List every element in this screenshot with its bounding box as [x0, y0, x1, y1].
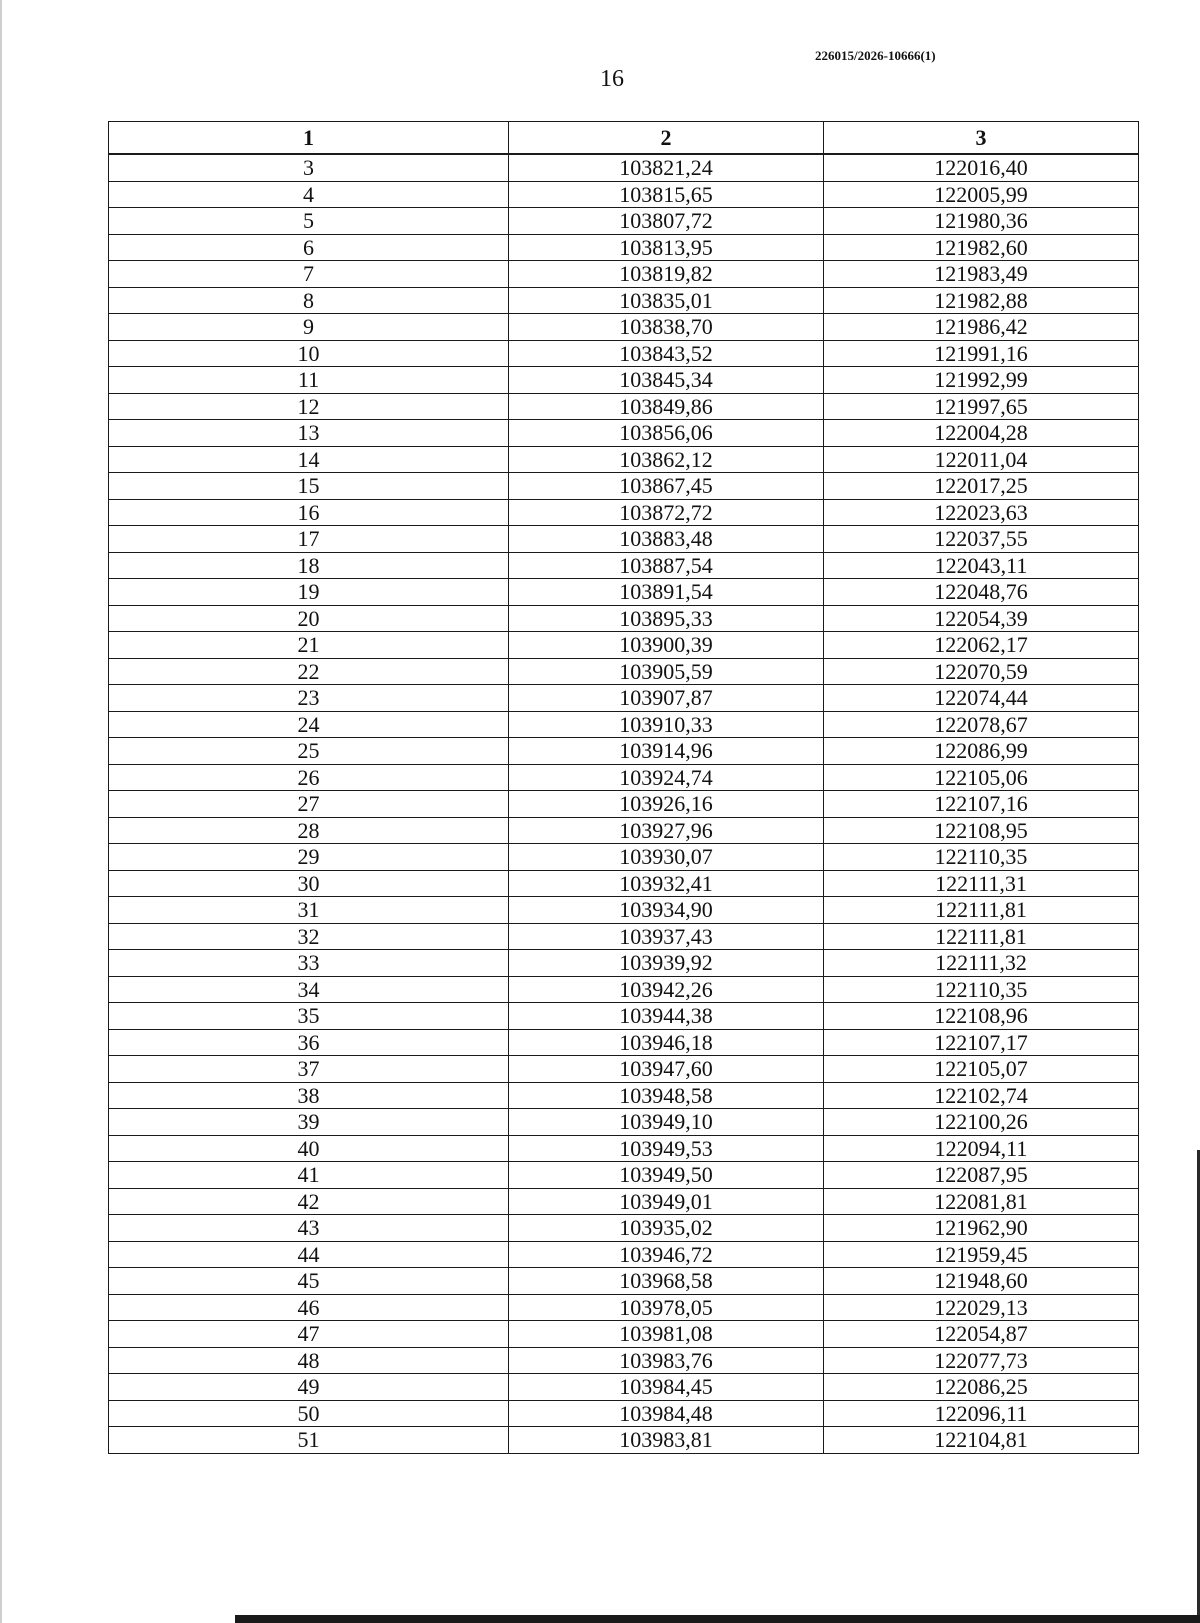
table-cell-col-1: 23: [109, 685, 509, 712]
table-cell-col-1: 33: [109, 950, 509, 977]
table-cell-col-3: 122017,25: [824, 473, 1139, 500]
table-cell-col-3: 122005,99: [824, 181, 1139, 208]
table-cell-col-1: 37: [109, 1056, 509, 1083]
table-cell-col-1: 28: [109, 817, 509, 844]
table-cell-col-2: 103939,92: [509, 950, 824, 977]
table-row: [109, 1056, 1139, 1083]
table-cell-col-1: 19: [109, 579, 509, 606]
table-row: [109, 367, 1139, 394]
table-cell-col-2: 103948,58: [509, 1082, 824, 1109]
table-row: [109, 261, 1139, 288]
table-row: [109, 1400, 1139, 1427]
table-row: [109, 923, 1139, 950]
table-row: [109, 314, 1139, 341]
table-cell-col-3: 122111,81: [824, 897, 1139, 924]
table-cell-col-2: 103935,02: [509, 1215, 824, 1242]
table-cell-col-1: 15: [109, 473, 509, 500]
table-row: [109, 1135, 1139, 1162]
table-cell-col-1: 21: [109, 632, 509, 659]
table-cell-col-2: 103895,33: [509, 605, 824, 632]
table-cell-col-1: 29: [109, 844, 509, 871]
table-row: [109, 897, 1139, 924]
table-row: [109, 632, 1139, 659]
table-cell-col-3: 122077,73: [824, 1347, 1139, 1374]
table-cell-col-3: 122048,76: [824, 579, 1139, 606]
table-cell-col-2: 103872,72: [509, 499, 824, 526]
table-cell-col-1: 42: [109, 1188, 509, 1215]
table-cell-col-2: 103947,60: [509, 1056, 824, 1083]
table-cell-col-1: 14: [109, 446, 509, 473]
table-cell-col-1: 24: [109, 711, 509, 738]
table-cell-col-1: 35: [109, 1003, 509, 1030]
table-row: [109, 950, 1139, 977]
table-cell-col-2: 103981,08: [509, 1321, 824, 1348]
table-cell-col-1: 12: [109, 393, 509, 420]
table-row: [109, 817, 1139, 844]
table-cell-col-3: 122016,40: [824, 154, 1139, 181]
table-cell-col-1: 41: [109, 1162, 509, 1189]
table-cell-col-2: 103843,52: [509, 340, 824, 367]
table-cell-col-1: 20: [109, 605, 509, 632]
table-row: [109, 605, 1139, 632]
table-row: [109, 1241, 1139, 1268]
table-cell-col-3: 122094,11: [824, 1135, 1139, 1162]
table-row: [109, 1082, 1139, 1109]
table-cell-col-1: 40: [109, 1135, 509, 1162]
table-cell-col-1: 47: [109, 1321, 509, 1348]
table-row: [109, 499, 1139, 526]
table-row: [109, 1188, 1139, 1215]
table-cell-col-2: 103930,07: [509, 844, 824, 871]
table-cell-col-3: 122111,81: [824, 923, 1139, 950]
table-cell-col-3: 122078,67: [824, 711, 1139, 738]
table-cell-col-1: 9: [109, 314, 509, 341]
document-reference: 226015/2026-10666(1): [815, 48, 936, 63]
table-cell-col-3: 122107,16: [824, 791, 1139, 818]
table-cell-col-1: 46: [109, 1294, 509, 1321]
table-cell-col-1: 11: [109, 367, 509, 394]
table-cell-col-2: 103905,59: [509, 658, 824, 685]
table-cell-col-3: 121962,90: [824, 1215, 1139, 1242]
table-header-row: [109, 122, 1139, 155]
table-cell-col-1: 45: [109, 1268, 509, 1295]
table-cell-col-2: 103924,74: [509, 764, 824, 791]
table-row: [109, 1162, 1139, 1189]
table-cell-col-3: 122105,07: [824, 1056, 1139, 1083]
table-row: [109, 340, 1139, 367]
table-cell-col-2: 103942,26: [509, 976, 824, 1003]
table-cell-col-3: 122110,35: [824, 976, 1139, 1003]
table-cell-col-3: 122086,25: [824, 1374, 1139, 1401]
table-cell-col-2: 103983,76: [509, 1347, 824, 1374]
table-row: [109, 976, 1139, 1003]
table-row: [109, 1374, 1139, 1401]
table-cell-col-3: 122087,95: [824, 1162, 1139, 1189]
table-cell-col-3: 122081,81: [824, 1188, 1139, 1215]
table-cell-col-1: 17: [109, 526, 509, 553]
table-row: [109, 738, 1139, 765]
table-cell-col-3: 122100,26: [824, 1109, 1139, 1136]
scan-left-edge: [0, 0, 2, 1623]
coordinates-table: [108, 121, 1139, 1454]
table-cell-col-3: 121959,45: [824, 1241, 1139, 1268]
table-row: [109, 685, 1139, 712]
table-cell-col-2: 103835,01: [509, 287, 824, 314]
table-cell-col-3: 121982,88: [824, 287, 1139, 314]
table-cell-col-2: 103949,50: [509, 1162, 824, 1189]
table-cell-col-1: 4: [109, 181, 509, 208]
table-cell-col-2: 103949,10: [509, 1109, 824, 1136]
table-row: [109, 764, 1139, 791]
table-cell-col-1: 26: [109, 764, 509, 791]
table-cell-col-3: 122070,59: [824, 658, 1139, 685]
table-cell-col-3: 122105,06: [824, 764, 1139, 791]
table-row: [109, 579, 1139, 606]
table-cell-col-2: 103845,34: [509, 367, 824, 394]
table-cell-col-1: 51: [109, 1427, 509, 1454]
table-cell-col-1: 7: [109, 261, 509, 288]
table-row: [109, 154, 1139, 181]
table-cell-col-1: 18: [109, 552, 509, 579]
table-cell-col-1: 32: [109, 923, 509, 950]
table-cell-col-2: 103838,70: [509, 314, 824, 341]
table-row: [109, 711, 1139, 738]
table-cell-col-3: 122111,32: [824, 950, 1139, 977]
table-cell-col-3: 122037,55: [824, 526, 1139, 553]
table-cell-col-3: 121991,16: [824, 340, 1139, 367]
table-cell-col-3: 122096,11: [824, 1400, 1139, 1427]
table-cell-col-1: 50: [109, 1400, 509, 1427]
table-cell-col-3: 122107,17: [824, 1029, 1139, 1056]
table-cell-col-1: 25: [109, 738, 509, 765]
column-header-3: 3: [824, 122, 1139, 155]
table-cell-col-2: 103949,53: [509, 1135, 824, 1162]
table-cell-col-3: 121992,99: [824, 367, 1139, 394]
table-row: [109, 526, 1139, 553]
table-cell-col-2: 103815,65: [509, 181, 824, 208]
table-cell-col-2: 103849,86: [509, 393, 824, 420]
table-cell-col-3: 122054,87: [824, 1321, 1139, 1348]
table-cell-col-2: 103984,45: [509, 1374, 824, 1401]
table-cell-col-2: 103932,41: [509, 870, 824, 897]
table-cell-col-2: 103968,58: [509, 1268, 824, 1295]
table-row: [109, 552, 1139, 579]
table-cell-col-2: 103887,54: [509, 552, 824, 579]
table-cell-col-2: 103867,45: [509, 473, 824, 500]
table-cell-col-2: 103819,82: [509, 261, 824, 288]
table-cell-col-1: 34: [109, 976, 509, 1003]
table-cell-col-3: 122110,35: [824, 844, 1139, 871]
table-cell-col-1: 44: [109, 1241, 509, 1268]
table-cell-col-1: 5: [109, 208, 509, 235]
table-cell-col-3: 122023,63: [824, 499, 1139, 526]
table-cell-col-2: 103926,16: [509, 791, 824, 818]
table-cell-col-2: 103946,18: [509, 1029, 824, 1056]
table-cell-col-2: 103910,33: [509, 711, 824, 738]
table-row: [109, 1215, 1139, 1242]
table-row: [109, 420, 1139, 447]
table-cell-col-2: 103949,01: [509, 1188, 824, 1215]
table-cell-col-2: 103900,39: [509, 632, 824, 659]
table-cell-col-2: 103934,90: [509, 897, 824, 924]
table-cell-col-2: 103821,24: [509, 154, 824, 181]
table-cell-col-2: 103983,81: [509, 1427, 824, 1454]
table-cell-col-3: 122062,17: [824, 632, 1139, 659]
table-row: [109, 1427, 1139, 1454]
table-cell-col-3: 122102,74: [824, 1082, 1139, 1109]
table-cell-col-2: 103927,96: [509, 817, 824, 844]
table-cell-col-3: 122086,99: [824, 738, 1139, 765]
table-cell-col-2: 103978,05: [509, 1294, 824, 1321]
table-row: [109, 658, 1139, 685]
table-row: [109, 1029, 1139, 1056]
table-cell-col-2: 103856,06: [509, 420, 824, 447]
table-cell-col-2: 103984,48: [509, 1400, 824, 1427]
table-cell-col-1: 6: [109, 234, 509, 261]
table-cell-col-2: 103907,87: [509, 685, 824, 712]
table-cell-col-3: 121948,60: [824, 1268, 1139, 1295]
table-cell-col-1: 48: [109, 1347, 509, 1374]
table-row: [109, 446, 1139, 473]
table-cell-col-1: 13: [109, 420, 509, 447]
table-row: [109, 791, 1139, 818]
table-cell-col-3: 121997,65: [824, 393, 1139, 420]
table-row: [109, 181, 1139, 208]
table-cell-col-3: 121983,49: [824, 261, 1139, 288]
table-cell-col-3: 122029,13: [824, 1294, 1139, 1321]
table-cell-col-1: 36: [109, 1029, 509, 1056]
column-header-2: 2: [509, 122, 824, 155]
table-cell-col-1: 10: [109, 340, 509, 367]
table-cell-col-1: 49: [109, 1374, 509, 1401]
table-cell-col-2: 103862,12: [509, 446, 824, 473]
table-cell-col-3: 122104,81: [824, 1427, 1139, 1454]
table-cell-col-1: 27: [109, 791, 509, 818]
table-cell-col-1: 3: [109, 154, 509, 181]
table-cell-col-1: 43: [109, 1215, 509, 1242]
table-row: [109, 208, 1139, 235]
table-cell-col-3: 122108,95: [824, 817, 1139, 844]
table-cell-col-1: 22: [109, 658, 509, 685]
table-row: [109, 1268, 1139, 1295]
table-cell-col-3: 122054,39: [824, 605, 1139, 632]
table-row: [109, 287, 1139, 314]
table-cell-col-3: 122108,96: [824, 1003, 1139, 1030]
table-cell-col-2: 103813,95: [509, 234, 824, 261]
table-cell-col-1: 30: [109, 870, 509, 897]
table-cell-col-3: 122043,11: [824, 552, 1139, 579]
table-cell-col-2: 103891,54: [509, 579, 824, 606]
table-row: [109, 870, 1139, 897]
table-cell-col-3: 121986,42: [824, 314, 1139, 341]
table-cell-col-3: 122074,44: [824, 685, 1139, 712]
table-row: [109, 473, 1139, 500]
column-header-1: 1: [109, 122, 509, 155]
table-row: [109, 1347, 1139, 1374]
table-row: [109, 1294, 1139, 1321]
table-cell-col-2: 103807,72: [509, 208, 824, 235]
table-cell-col-1: 39: [109, 1109, 509, 1136]
table-row: [109, 1109, 1139, 1136]
table-row: [109, 1003, 1139, 1030]
table-row: [109, 393, 1139, 420]
table-cell-col-2: 103883,48: [509, 526, 824, 553]
table-cell-col-2: 103946,72: [509, 1241, 824, 1268]
table-cell-col-3: 122004,28: [824, 420, 1139, 447]
table-cell-col-3: 122111,31: [824, 870, 1139, 897]
table-body: [109, 154, 1139, 1453]
table-row: [109, 234, 1139, 261]
table-cell-col-3: 122011,04: [824, 446, 1139, 473]
table-cell-col-2: 103944,38: [509, 1003, 824, 1030]
table-row: [109, 1321, 1139, 1348]
table-cell-col-2: 103937,43: [509, 923, 824, 950]
scan-bottom-bar: [235, 1615, 1200, 1623]
table-cell-col-1: 16: [109, 499, 509, 526]
table-cell-col-3: 121980,36: [824, 208, 1139, 235]
table-cell-col-2: 103914,96: [509, 738, 824, 765]
table-cell-col-3: 121982,60: [824, 234, 1139, 261]
page-number: 16: [600, 66, 624, 92]
table-row: [109, 844, 1139, 871]
table-cell-col-1: 31: [109, 897, 509, 924]
table-cell-col-1: 38: [109, 1082, 509, 1109]
table-cell-col-1: 8: [109, 287, 509, 314]
